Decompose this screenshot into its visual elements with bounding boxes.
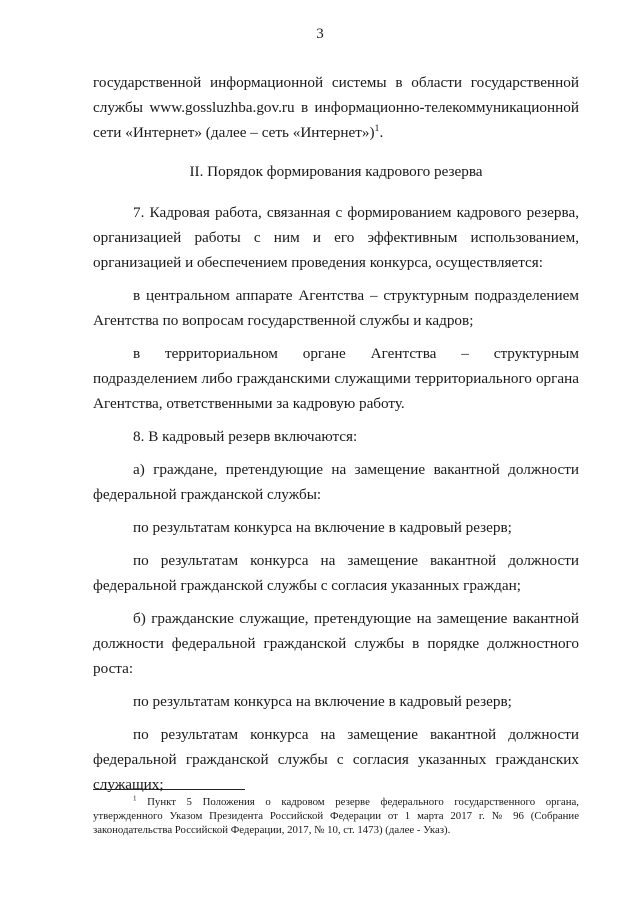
document-body bbox=[93, 66, 579, 805]
footnote-marker: 1 bbox=[133, 794, 137, 803]
page-number: 3 bbox=[316, 26, 324, 42]
paragraph-item-8: 8. В кадровый резерв включаются: bbox=[133, 428, 358, 445]
paragraph-central-office: в центральном аппарате Агентства – структурным подразделением Агентства по вопросам государственной службы и кадров; bbox=[93, 287, 579, 329]
footnote-text: Пункт 5 Положения о кадровом резерве федерального государственного органа, утвержденного Указом Президента Российской Федерации от 1 марта 2017 г. № 96 (Собрание законодательства Российской Федерации, 2017, № 10, ст. 1473) (далее - Указ). bbox=[93, 796, 579, 836]
footnote-divider bbox=[93, 789, 245, 790]
paragraph-8b-contest-reserve: по результатам конкурса на включение в кадровый резерв; bbox=[133, 693, 512, 710]
footnote-reference: 1 bbox=[374, 122, 380, 134]
paragraph-item-8b: б) гражданские служащие, претендующие на замещение вакантной должности федеральной гражданской службы в порядке должностного роста: bbox=[93, 610, 579, 677]
paragraph-item-7: 7. Кадровая работа, связанная с формированием кадрового резерва, организацией работы с ним и его эффективным использованием, организацией и обеспечением проведения конкурса, осуществляется: bbox=[93, 204, 579, 271]
paragraph-territorial-office: в территориальном органе Агентства – структурным подразделением либо гражданскими служащими территориального органа Агентства, ответственными за кадровую работу. bbox=[93, 345, 579, 412]
paragraph-8a-contest-vacancy: по результатам конкурса на замещение вакантной должности федеральной гражданской службы с согласия указанных граждан; bbox=[93, 552, 579, 594]
paragraph-punctuation: . bbox=[379, 124, 384, 141]
paragraph-8a-contest-reserve: по результатам конкурса на включение в кадровый резерв; bbox=[133, 519, 512, 536]
paragraph-continuation bbox=[93, 70, 579, 145]
paragraph-8b-contest-vacancy: по результатам конкурса на замещение вакантной должности федеральной гражданской службы с согласия указанных гражданских служащих; bbox=[93, 726, 579, 793]
paragraph-item-8a: а) граждане, претендующие на замещение вакантной должности федеральной гражданской службы: bbox=[93, 461, 579, 503]
paragraph-text: государственной информационной системы в области государственной службы www.gossluzhba.gov.ru в информационно-телекоммуникационной сети «Интернет» (далее – сеть «Интернет») bbox=[93, 74, 579, 141]
section-heading: II. Порядок формирования кадрового резерва bbox=[189, 163, 483, 180]
footnote bbox=[93, 795, 579, 837]
